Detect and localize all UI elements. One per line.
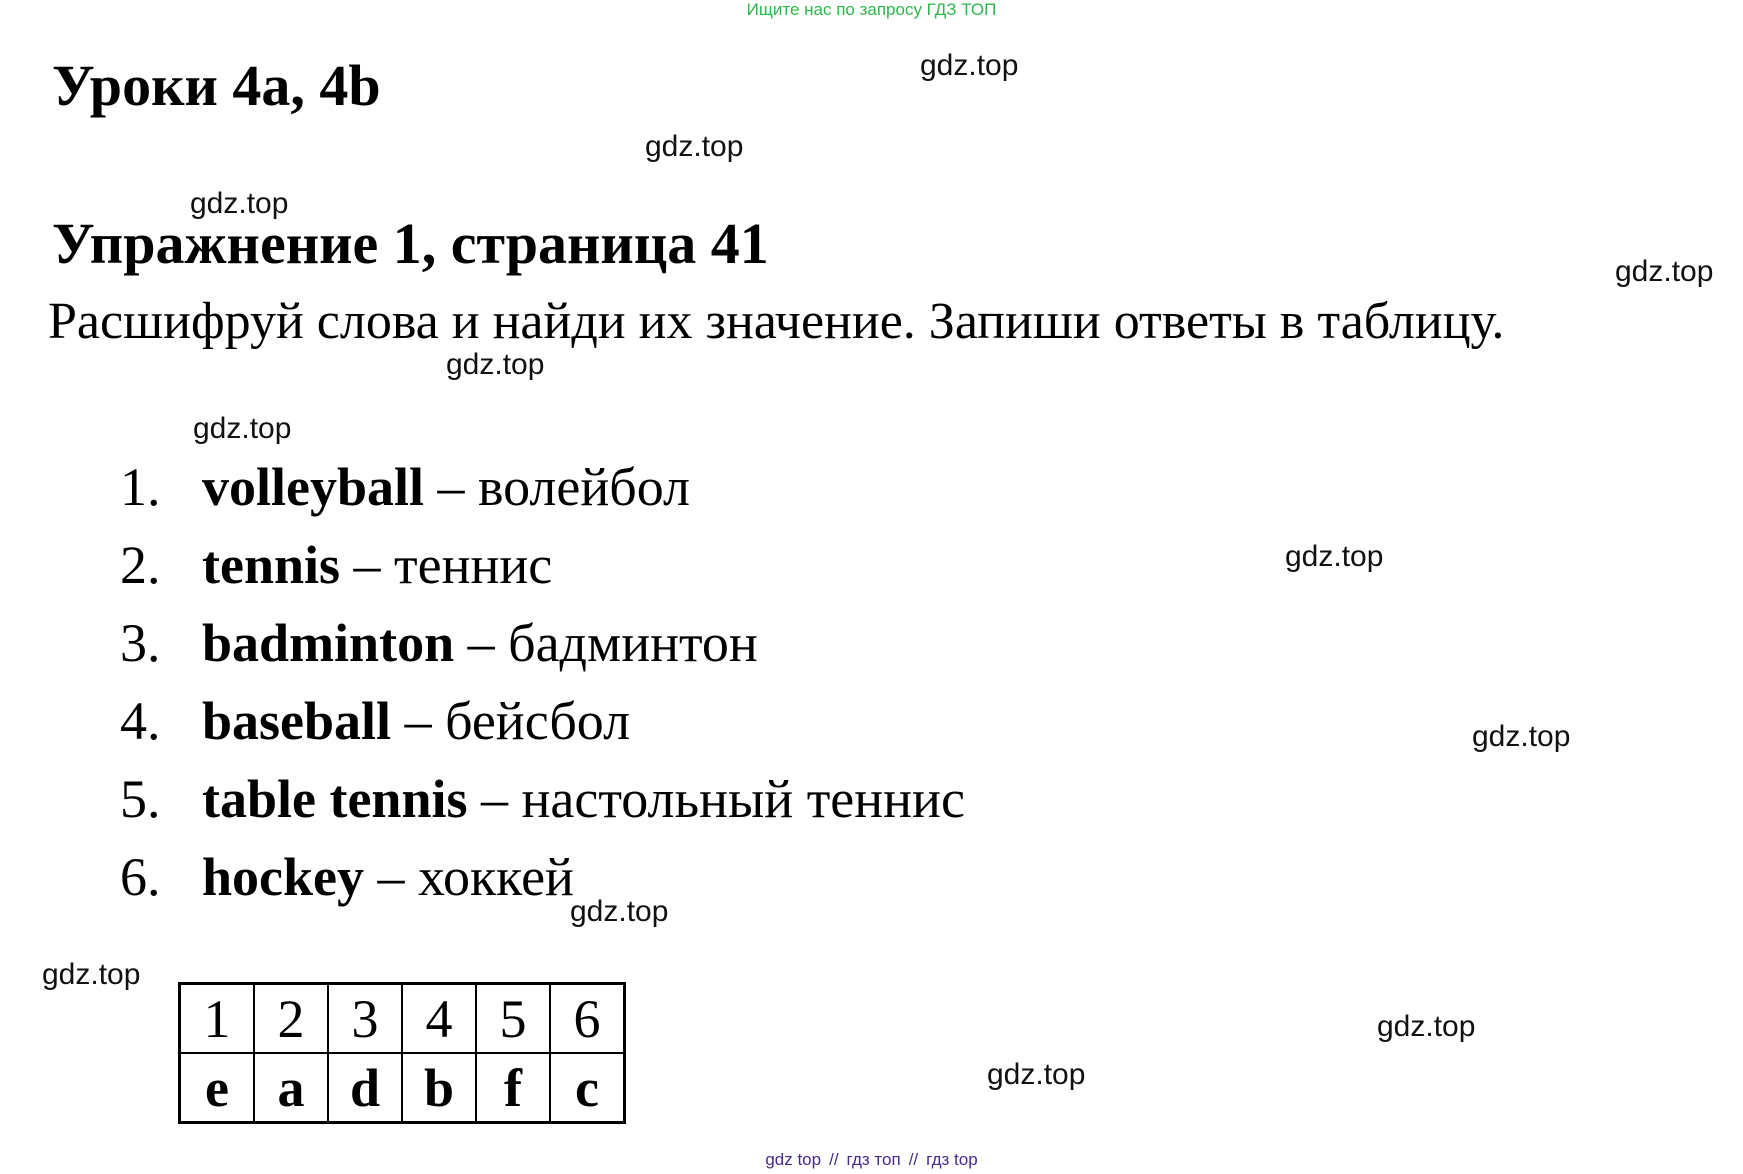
watermark: gdz.top bbox=[1472, 720, 1571, 753]
watermark: gdz.top bbox=[190, 187, 289, 220]
watermark: gdz.top bbox=[645, 130, 744, 163]
table-cell: 6 bbox=[550, 984, 625, 1054]
item-number: 6. bbox=[120, 847, 161, 907]
translation: – настольный теннис bbox=[467, 769, 965, 829]
english-word: volleyball bbox=[202, 457, 425, 517]
table-cell: a bbox=[254, 1053, 328, 1123]
translation: – бадминтон bbox=[454, 613, 758, 673]
item-number: 2. bbox=[120, 535, 161, 595]
item-number: 3. bbox=[120, 613, 161, 673]
watermark: gdz.top bbox=[193, 412, 292, 445]
list-item bbox=[120, 760, 965, 838]
search-banner[interactable]: Ищите нас по запросу ГДЗ ТОП bbox=[746, 0, 997, 19]
item-number: 5. bbox=[120, 769, 161, 829]
table-cell: e bbox=[180, 1053, 255, 1123]
table-row bbox=[180, 1053, 625, 1123]
english-word: table tennis bbox=[202, 769, 468, 829]
english-word: baseball bbox=[202, 691, 392, 751]
table-row bbox=[180, 984, 625, 1054]
footer-links bbox=[0, 1150, 1743, 1170]
watermark: gdz.top bbox=[1377, 1010, 1476, 1043]
watermark: gdz.top bbox=[570, 895, 669, 928]
translation: – волейбол bbox=[424, 457, 690, 517]
footer-separator: // bbox=[908, 1150, 919, 1169]
list-item bbox=[120, 604, 965, 682]
table-cell: 2 bbox=[254, 984, 328, 1054]
list-item bbox=[120, 526, 965, 604]
watermark: gdz.top bbox=[42, 958, 141, 991]
english-word: badminton bbox=[202, 613, 455, 673]
list-item bbox=[120, 682, 965, 760]
translation: – бейсбол bbox=[391, 691, 631, 751]
table-cell: c bbox=[550, 1053, 625, 1123]
english-word: hockey bbox=[202, 847, 364, 907]
table-cell: 1 bbox=[180, 984, 255, 1054]
footer-separator: // bbox=[829, 1150, 839, 1169]
table-cell: 5 bbox=[476, 984, 550, 1054]
watermark: gdz.top bbox=[1285, 540, 1384, 573]
list-item bbox=[120, 448, 965, 526]
footer-link[interactable]: gdz top bbox=[765, 1150, 822, 1169]
translation: – теннис bbox=[340, 535, 553, 595]
instruction-text: Расшифруй слова и найди их значение. Запиши ответы в таблицу. bbox=[48, 293, 1505, 350]
watermark: gdz.top bbox=[1615, 255, 1714, 288]
answer-key-table bbox=[178, 982, 626, 1124]
list-item bbox=[120, 838, 965, 916]
english-word: tennis bbox=[202, 535, 341, 595]
watermark: gdz.top bbox=[987, 1058, 1086, 1091]
translation: – хоккей bbox=[364, 847, 574, 907]
table-cell: f bbox=[476, 1053, 550, 1123]
table-cell: b bbox=[402, 1053, 476, 1123]
table-cell: 4 bbox=[402, 984, 476, 1054]
table-cell: 3 bbox=[328, 984, 402, 1054]
lesson-title: Уроки 4а, 4b bbox=[52, 53, 381, 118]
item-number: 1. bbox=[120, 457, 161, 517]
item-number: 4. bbox=[120, 691, 161, 751]
watermark: gdz.top bbox=[446, 348, 545, 381]
answer-list bbox=[120, 448, 965, 916]
footer-link[interactable]: гдз top bbox=[926, 1150, 978, 1169]
watermark: gdz.top bbox=[920, 49, 1019, 82]
exercise-title: Упражнение 1, страница 41 bbox=[52, 211, 769, 276]
table-cell: d bbox=[328, 1053, 402, 1123]
footer-link[interactable]: гдз топ bbox=[846, 1150, 901, 1169]
